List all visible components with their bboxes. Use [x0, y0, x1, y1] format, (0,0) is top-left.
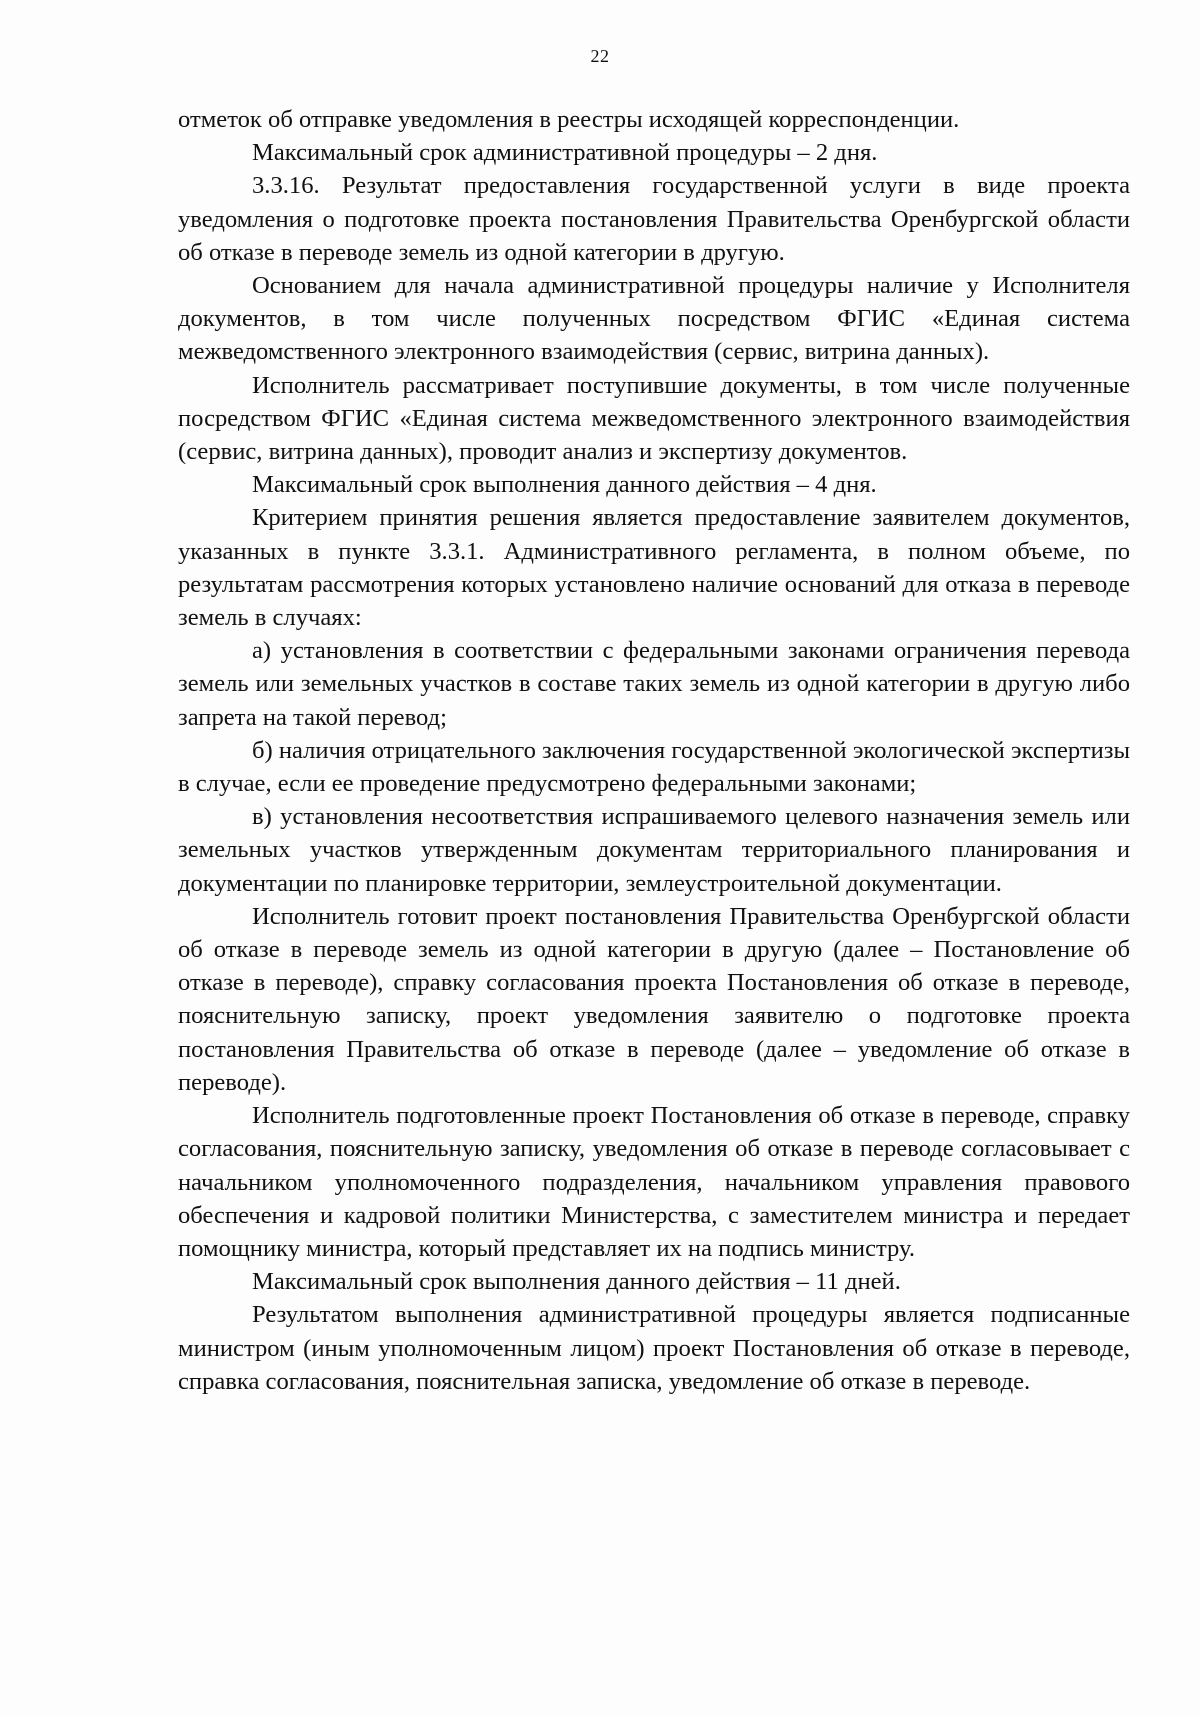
- paragraph-case-a: а) установления в соответствии с федеральными законами ограничения перевода земель или земельных участков в составе таких земель из одной категории в другую либо запрета на такой перевод;: [178, 637, 1130, 731]
- paragraph-prepares-draft: Исполнитель готовит проект постановления Правительства Оренбургской области об отказе в переводе земель из одной категории в другую (далее – Постановление об отказе в переводе), справку согласования проекта Постановления об отказе в переводе, пояснительную записку, проект уведомления заявителю о подготовке проекта постановления Правительства об отказе в переводе (далее – уведомление об отказе в переводе).: [178, 902, 1130, 1096]
- paragraph-max-term-11-days: Максимальный срок выполнения данного действия – 11 дней.: [252, 1268, 901, 1296]
- page-number: 22: [590, 46, 610, 66]
- paragraph-case-c: в) установления несоответствия испрашиваемого целевого назначения земель или земельных участков утвержденным документам территориального планирования и документации по планировке территории, землеустроительной документации.: [178, 803, 1130, 897]
- paragraph-section-3-3-16: 3.3.16. Результат предоставления государственной услуги в виде проекта уведомления о подготовке проекта постановления Правительства Оренбургской области об отказе в переводе земель из одной категории в другую.: [178, 172, 1130, 266]
- document-body: [178, 103, 1130, 1398]
- paragraph-basis: Основанием для начала административной процедуры наличие у Исполнителя документов, в том числе полученных посредством ФГИС «Единая система межведомственного электронного взаимодействия (сервис, витрина данных).: [178, 272, 1130, 366]
- paragraph-review: Исполнитель рассматривает поступившие документы, в том числе полученные посредством ФГИС «Единая система межведомственного электронного взаимодействия (сервис, витрина данных), проводит анализ и экспертизу документов.: [178, 371, 1130, 466]
- paragraph-result: Результатом выполнения административной процедуры является подписанные министром (иным уполномоченным лицом) проект Постановления об отказе в переводе, справка согласования, пояснительная записка, уведомление об отказе в переводе.: [178, 1301, 1130, 1395]
- paragraph-criterion: Критерием принятия решения является предоставление заявителем документов, указанных в пункте 3.3.1. Административного регламента, в полном объеме, по результатам рассмотрения которых установлено наличие оснований для отказа в переводе земель в случаях:: [178, 504, 1130, 632]
- paragraph-continuation: отметок об отправке уведомления в реестры исходящей корреспонденции.: [178, 106, 960, 133]
- paragraph-max-term-procedure: Максимальный срок административной процедуры – 2 дня.: [252, 139, 878, 167]
- paragraph-approval: Исполнитель подготовленные проект Постановления об отказе в переводе, справку согласования, пояснительную записку, уведомления об отказе в переводе согласовывает с начальником уполномоченного подразделения, начальником управления правового обеспечения и кадровой политики Министерства, с заместителем министра и передает помощнику министра, который представляет их на подпись министру.: [178, 1102, 1130, 1262]
- paragraph-case-b: б) наличия отрицательного заключения государственной экологической экспертизы в случае, если ее проведение предусмотрено федеральными законами;: [178, 736, 1130, 798]
- paragraph-max-term-4-days: Максимальный срок выполнения данного действия – 4 дня.: [252, 471, 877, 499]
